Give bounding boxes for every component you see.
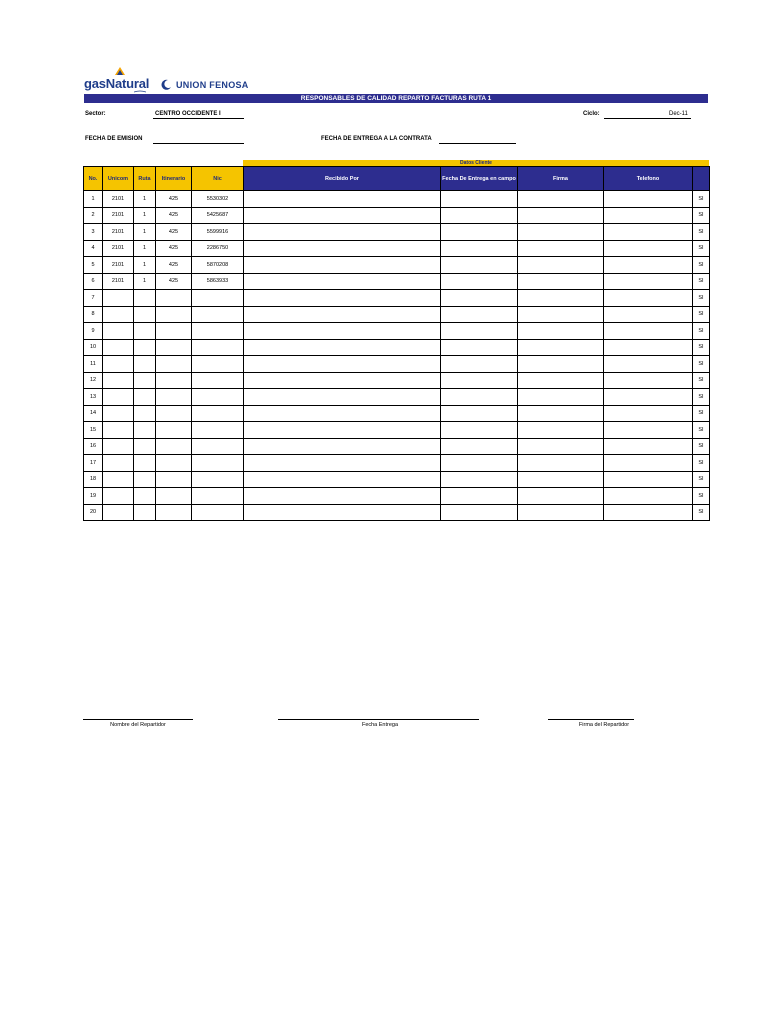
col-itinerario-cell bbox=[156, 356, 192, 373]
col-recibido-por-cell[interactable] bbox=[244, 356, 441, 373]
col-nic-cell bbox=[192, 372, 244, 389]
col-nic-cell bbox=[192, 488, 244, 505]
col-nic-cell: 5425687 bbox=[192, 207, 244, 224]
col-firma-cell[interactable] bbox=[518, 455, 604, 472]
col-itinerario-cell bbox=[156, 405, 192, 422]
col-firma-cell[interactable] bbox=[518, 273, 604, 290]
col-extra-header bbox=[693, 167, 710, 191]
col-telefono-cell[interactable] bbox=[604, 438, 693, 455]
col-itinerario-cell bbox=[156, 455, 192, 472]
col-telefono-cell[interactable] bbox=[604, 389, 693, 406]
col-telefono-cell[interactable] bbox=[604, 323, 693, 340]
col-telefono-cell[interactable] bbox=[604, 240, 693, 257]
col-recibido-por-cell[interactable] bbox=[244, 306, 441, 323]
col-firma-cell[interactable] bbox=[518, 389, 604, 406]
col-unicom-cell bbox=[103, 405, 134, 422]
col-no-cell: 11 bbox=[84, 356, 103, 373]
col-unicom-cell bbox=[103, 504, 134, 521]
col-fecha-entrega-cell[interactable] bbox=[441, 257, 518, 274]
col-firma-cell[interactable] bbox=[518, 191, 604, 208]
col-extra-cell: SI bbox=[693, 504, 710, 521]
table-body bbox=[84, 191, 710, 521]
col-no-cell: 19 bbox=[84, 488, 103, 505]
col-nic-header: Nic bbox=[192, 167, 244, 191]
table-header-row bbox=[84, 167, 710, 191]
table-row bbox=[84, 339, 710, 356]
gas-natural-wordmark: gasNatural bbox=[84, 76, 150, 91]
col-no-cell: 4 bbox=[84, 240, 103, 257]
col-no-cell: 9 bbox=[84, 323, 103, 340]
col-unicom-cell bbox=[103, 422, 134, 439]
col-unicom-cell: 2101 bbox=[103, 240, 134, 257]
col-firma-cell[interactable] bbox=[518, 306, 604, 323]
crescent-icon bbox=[161, 79, 172, 90]
ciclo-value: Dec-11 bbox=[669, 111, 688, 117]
col-nic-cell bbox=[192, 438, 244, 455]
col-no-cell: 15 bbox=[84, 422, 103, 439]
col-fecha-entrega-cell[interactable] bbox=[441, 488, 518, 505]
col-firma-cell[interactable] bbox=[518, 339, 604, 356]
col-itinerario-cell: 425 bbox=[156, 257, 192, 274]
repartidor-firma-label: Firma del Repartidor bbox=[578, 722, 630, 728]
col-ruta-cell bbox=[134, 356, 156, 373]
col-firma-cell[interactable] bbox=[518, 257, 604, 274]
col-fecha-entrega-cell[interactable] bbox=[441, 471, 518, 488]
col-ruta-cell bbox=[134, 488, 156, 505]
col-ruta-cell: 1 bbox=[134, 257, 156, 274]
col-no-cell: 3 bbox=[84, 224, 103, 241]
fecha-emision-label: FECHA DE EMISION bbox=[85, 136, 143, 142]
col-nic-cell bbox=[192, 356, 244, 373]
col-telefono-cell[interactable] bbox=[604, 273, 693, 290]
fecha-entrega-line bbox=[278, 719, 479, 720]
col-unicom-cell bbox=[103, 389, 134, 406]
col-no-header: No. bbox=[84, 167, 103, 191]
repartidor-nombre-line bbox=[83, 719, 193, 720]
col-recibido-por-cell[interactable] bbox=[244, 290, 441, 307]
col-telefono-cell[interactable] bbox=[604, 224, 693, 241]
col-nic-cell: 5863933 bbox=[192, 273, 244, 290]
col-extra-cell: SI bbox=[693, 207, 710, 224]
col-nic-cell: 2286750 bbox=[192, 240, 244, 257]
col-no-cell: 17 bbox=[84, 455, 103, 472]
col-no-cell: 5 bbox=[84, 257, 103, 274]
col-extra-cell: SI bbox=[693, 455, 710, 472]
col-telefono-cell[interactable] bbox=[604, 488, 693, 505]
col-unicom-cell bbox=[103, 438, 134, 455]
col-extra-cell: SI bbox=[693, 339, 710, 356]
col-itinerario-header: Itinerario bbox=[156, 167, 192, 191]
col-firma-cell[interactable] bbox=[518, 471, 604, 488]
col-telefono-cell[interactable] bbox=[604, 356, 693, 373]
col-firma-cell[interactable] bbox=[518, 405, 604, 422]
col-recibido-por-cell[interactable] bbox=[244, 273, 441, 290]
col-extra-cell: SI bbox=[693, 306, 710, 323]
col-fecha-entrega-cell[interactable] bbox=[441, 504, 518, 521]
table-row bbox=[84, 471, 710, 488]
swoosh-icon bbox=[134, 90, 146, 93]
table-row bbox=[84, 422, 710, 439]
col-nic-cell bbox=[192, 339, 244, 356]
col-fecha-entrega-cell[interactable] bbox=[441, 323, 518, 340]
col-itinerario-cell bbox=[156, 389, 192, 406]
fecha-emision-underline bbox=[153, 143, 244, 144]
col-fecha-entrega-cell[interactable] bbox=[441, 273, 518, 290]
col-ruta-cell bbox=[134, 471, 156, 488]
col-ruta-cell: 1 bbox=[134, 191, 156, 208]
col-unicom-cell bbox=[103, 306, 134, 323]
col-fecha-entrega-cell[interactable] bbox=[441, 224, 518, 241]
col-firma-cell[interactable] bbox=[518, 372, 604, 389]
col-firma-cell[interactable] bbox=[518, 323, 604, 340]
col-itinerario-cell bbox=[156, 290, 192, 307]
col-itinerario-cell bbox=[156, 339, 192, 356]
table-row bbox=[84, 191, 710, 208]
col-no-cell: 8 bbox=[84, 306, 103, 323]
col-fecha-entrega-cell[interactable] bbox=[441, 207, 518, 224]
col-no-cell: 16 bbox=[84, 438, 103, 455]
col-nic-cell bbox=[192, 504, 244, 521]
col-firma-cell[interactable] bbox=[518, 207, 604, 224]
col-fecha-entrega-cell[interactable] bbox=[441, 306, 518, 323]
col-extra-cell: SI bbox=[693, 372, 710, 389]
col-no-cell: 2 bbox=[84, 207, 103, 224]
col-telefono-cell[interactable] bbox=[604, 207, 693, 224]
col-recibido-por-cell[interactable] bbox=[244, 323, 441, 340]
col-ruta-cell bbox=[134, 323, 156, 340]
col-fecha-entrega-cell[interactable] bbox=[441, 438, 518, 455]
col-nic-cell bbox=[192, 290, 244, 307]
col-firma-cell[interactable] bbox=[518, 224, 604, 241]
col-fecha-entrega-cell[interactable] bbox=[441, 372, 518, 389]
col-ruta-cell: 1 bbox=[134, 207, 156, 224]
col-firma-cell[interactable] bbox=[518, 438, 604, 455]
table-row bbox=[84, 306, 710, 323]
col-nic-cell bbox=[192, 323, 244, 340]
col-unicom-cell bbox=[103, 356, 134, 373]
col-unicom-cell: 2101 bbox=[103, 273, 134, 290]
col-no-cell: 7 bbox=[84, 290, 103, 307]
col-telefono-cell[interactable] bbox=[604, 306, 693, 323]
col-itinerario-cell bbox=[156, 306, 192, 323]
table-row bbox=[84, 257, 710, 274]
col-firma-cell[interactable] bbox=[518, 504, 604, 521]
datos-cliente-header: Datos Cliente bbox=[243, 160, 709, 166]
col-fecha-entrega-cell[interactable] bbox=[441, 356, 518, 373]
col-itinerario-cell: 425 bbox=[156, 240, 192, 257]
col-unicom-cell: 2101 bbox=[103, 191, 134, 208]
col-nic-cell: 5870208 bbox=[192, 257, 244, 274]
repartidor-nombre-label: Nombre del Repartidor bbox=[110, 722, 166, 728]
col-ruta-cell bbox=[134, 455, 156, 472]
col-recibido-por-cell[interactable] bbox=[244, 191, 441, 208]
col-recibido-por-cell[interactable] bbox=[244, 504, 441, 521]
fecha-entrega-label: Fecha Entrega bbox=[361, 722, 399, 728]
col-fecha-entrega-cell[interactable] bbox=[441, 422, 518, 439]
col-fecha-entrega-cell[interactable] bbox=[441, 405, 518, 422]
col-recibido-por-cell[interactable] bbox=[244, 339, 441, 356]
col-firma-cell[interactable] bbox=[518, 290, 604, 307]
union-fenosa-logo bbox=[161, 79, 249, 90]
col-extra-cell: SI bbox=[693, 422, 710, 439]
ciclo-label: Ciclo: bbox=[583, 111, 600, 117]
col-recibido-por-cell[interactable] bbox=[244, 488, 441, 505]
table-row bbox=[84, 455, 710, 472]
col-extra-cell: SI bbox=[693, 488, 710, 505]
col-telefono-cell[interactable] bbox=[604, 290, 693, 307]
col-recibido-por-cell[interactable] bbox=[244, 438, 441, 455]
col-recibido-por-cell[interactable] bbox=[244, 240, 441, 257]
col-telefono-cell[interactable] bbox=[604, 455, 693, 472]
col-extra-cell: SI bbox=[693, 389, 710, 406]
col-itinerario-cell bbox=[156, 488, 192, 505]
document-title: RESPONSABLES DE CALIDAD REPARTO FACTURAS RUTA 1 bbox=[84, 94, 708, 103]
col-unicom-cell bbox=[103, 372, 134, 389]
col-fecha-entrega-cell[interactable] bbox=[441, 455, 518, 472]
union-fenosa-wordmark: UNION FENOSA bbox=[176, 79, 249, 90]
col-no-cell: 12 bbox=[84, 372, 103, 389]
col-ruta-cell bbox=[134, 438, 156, 455]
col-firma-cell[interactable] bbox=[518, 240, 604, 257]
col-unicom-cell: 2101 bbox=[103, 257, 134, 274]
col-extra-cell: SI bbox=[693, 224, 710, 241]
col-firma-cell[interactable] bbox=[518, 488, 604, 505]
col-ruta-cell bbox=[134, 290, 156, 307]
table-row bbox=[84, 224, 710, 241]
col-nic-cell bbox=[192, 405, 244, 422]
delivery-table bbox=[83, 166, 710, 521]
col-firma-cell[interactable] bbox=[518, 356, 604, 373]
col-extra-cell: SI bbox=[693, 471, 710, 488]
col-nic-cell bbox=[192, 455, 244, 472]
col-nic-cell bbox=[192, 306, 244, 323]
col-ruta-cell bbox=[134, 422, 156, 439]
col-nic-cell bbox=[192, 471, 244, 488]
table-row bbox=[84, 207, 710, 224]
col-recibido-por-cell[interactable] bbox=[244, 257, 441, 274]
col-no-cell: 6 bbox=[84, 273, 103, 290]
col-fecha-entrega-cell[interactable] bbox=[441, 191, 518, 208]
col-recibido-por-cell[interactable] bbox=[244, 471, 441, 488]
sector-label: Sector: bbox=[85, 111, 106, 117]
col-telefono-cell[interactable] bbox=[604, 422, 693, 439]
col-itinerario-cell bbox=[156, 438, 192, 455]
fecha-entrega-contrata-label: FECHA DE ENTREGA A LA CONTRATA bbox=[321, 136, 432, 142]
col-recibido-por-header: Recibido Por bbox=[244, 167, 441, 191]
col-telefono-cell[interactable] bbox=[604, 339, 693, 356]
col-extra-cell: SI bbox=[693, 191, 710, 208]
col-recibido-por-cell[interactable] bbox=[244, 455, 441, 472]
col-telefono-header: Telefono bbox=[604, 167, 693, 191]
col-nic-cell bbox=[192, 389, 244, 406]
col-unicom-cell: 2101 bbox=[103, 224, 134, 241]
table-row bbox=[84, 290, 710, 307]
table-row bbox=[84, 372, 710, 389]
col-unicom-cell bbox=[103, 323, 134, 340]
col-unicom-header: Unicom bbox=[103, 167, 134, 191]
col-extra-cell: SI bbox=[693, 290, 710, 307]
col-ruta-cell: 1 bbox=[134, 273, 156, 290]
col-extra-cell: SI bbox=[693, 438, 710, 455]
col-ruta-cell bbox=[134, 339, 156, 356]
col-unicom-cell bbox=[103, 339, 134, 356]
col-itinerario-cell bbox=[156, 471, 192, 488]
col-extra-cell: SI bbox=[693, 405, 710, 422]
col-firma-header: Firma bbox=[518, 167, 604, 191]
flame-icon bbox=[114, 66, 126, 76]
col-fecha-entrega-header: Fecha De Entrega en campo bbox=[441, 167, 518, 191]
table-row bbox=[84, 356, 710, 373]
col-telefono-cell[interactable] bbox=[604, 257, 693, 274]
col-fecha-entrega-cell[interactable] bbox=[441, 240, 518, 257]
col-firma-cell[interactable] bbox=[518, 422, 604, 439]
col-recibido-por-cell[interactable] bbox=[244, 389, 441, 406]
col-unicom-cell bbox=[103, 455, 134, 472]
col-unicom-cell: 2101 bbox=[103, 207, 134, 224]
col-no-cell: 14 bbox=[84, 405, 103, 422]
col-extra-cell: SI bbox=[693, 257, 710, 274]
col-unicom-cell bbox=[103, 290, 134, 307]
col-telefono-cell[interactable] bbox=[604, 405, 693, 422]
col-extra-cell: SI bbox=[693, 323, 710, 340]
col-extra-cell: SI bbox=[693, 273, 710, 290]
table-row bbox=[84, 240, 710, 257]
col-telefono-cell[interactable] bbox=[604, 191, 693, 208]
table-row bbox=[84, 273, 710, 290]
col-nic-cell: 5599916 bbox=[192, 224, 244, 241]
col-fecha-entrega-cell[interactable] bbox=[441, 389, 518, 406]
col-ruta-header: Ruta bbox=[134, 167, 156, 191]
col-itinerario-cell bbox=[156, 422, 192, 439]
col-telefono-cell[interactable] bbox=[604, 471, 693, 488]
col-recibido-por-cell[interactable] bbox=[244, 372, 441, 389]
table-row bbox=[84, 504, 710, 521]
col-ruta-cell bbox=[134, 504, 156, 521]
col-itinerario-cell: 425 bbox=[156, 207, 192, 224]
col-itinerario-cell: 425 bbox=[156, 224, 192, 241]
col-ruta-cell bbox=[134, 306, 156, 323]
repartidor-firma-line bbox=[548, 719, 634, 720]
table-row bbox=[84, 438, 710, 455]
fecha-entrega-contrata-underline bbox=[439, 143, 516, 144]
col-no-cell: 10 bbox=[84, 339, 103, 356]
col-no-cell: 18 bbox=[84, 471, 103, 488]
col-fecha-entrega-cell[interactable] bbox=[441, 339, 518, 356]
sector-value: CENTRO OCCIDENTE I bbox=[155, 111, 221, 117]
col-ruta-cell bbox=[134, 405, 156, 422]
col-unicom-cell bbox=[103, 488, 134, 505]
col-recibido-por-cell[interactable] bbox=[244, 224, 441, 241]
col-itinerario-cell bbox=[156, 323, 192, 340]
col-nic-cell bbox=[192, 422, 244, 439]
col-recibido-por-cell[interactable] bbox=[244, 207, 441, 224]
col-extra-cell: SI bbox=[693, 240, 710, 257]
col-unicom-cell bbox=[103, 471, 134, 488]
col-no-cell: 13 bbox=[84, 389, 103, 406]
gas-natural-logo bbox=[84, 76, 149, 91]
col-itinerario-cell bbox=[156, 372, 192, 389]
col-ruta-cell bbox=[134, 372, 156, 389]
col-telefono-cell[interactable] bbox=[604, 504, 693, 521]
col-fecha-entrega-cell[interactable] bbox=[441, 290, 518, 307]
col-itinerario-cell: 425 bbox=[156, 191, 192, 208]
col-no-cell: 20 bbox=[84, 504, 103, 521]
table-row bbox=[84, 488, 710, 505]
sector-underline bbox=[153, 118, 244, 119]
table-row bbox=[84, 405, 710, 422]
col-recibido-por-cell[interactable] bbox=[244, 422, 441, 439]
ciclo-underline bbox=[604, 118, 691, 119]
col-recibido-por-cell[interactable] bbox=[244, 405, 441, 422]
col-ruta-cell bbox=[134, 389, 156, 406]
col-no-cell: 1 bbox=[84, 191, 103, 208]
col-telefono-cell[interactable] bbox=[604, 372, 693, 389]
col-nic-cell: 5530302 bbox=[192, 191, 244, 208]
col-itinerario-cell bbox=[156, 504, 192, 521]
col-itinerario-cell: 425 bbox=[156, 273, 192, 290]
table-row bbox=[84, 323, 710, 340]
col-extra-cell: SI bbox=[693, 356, 710, 373]
table-row bbox=[84, 389, 710, 406]
col-ruta-cell: 1 bbox=[134, 224, 156, 241]
col-ruta-cell: 1 bbox=[134, 240, 156, 257]
